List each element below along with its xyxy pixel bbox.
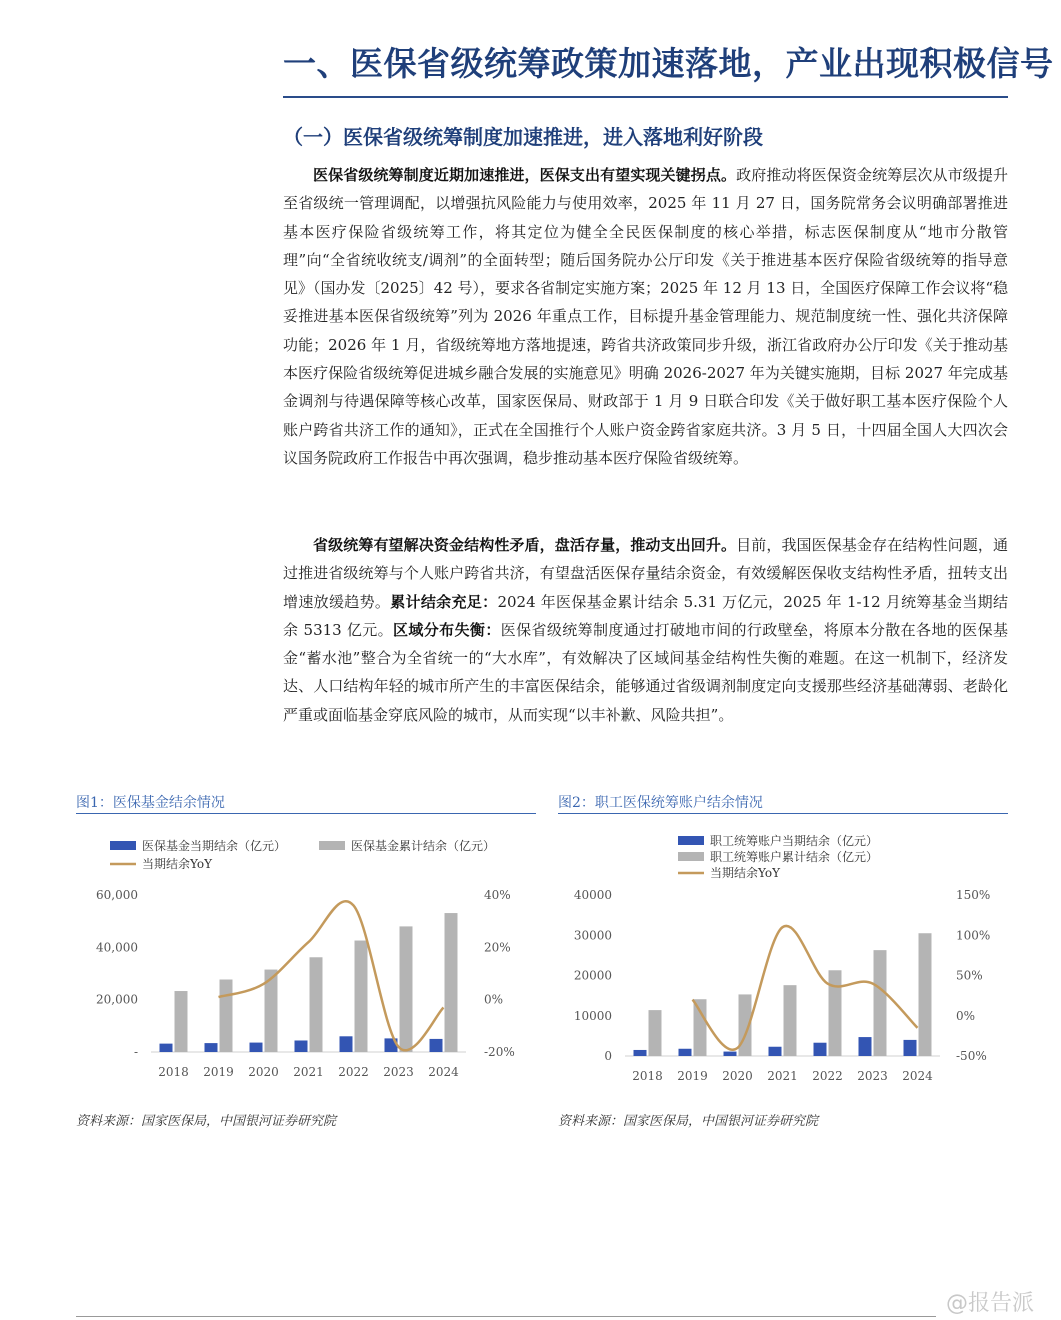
category-label: 2021 <box>293 1065 324 1079</box>
bar-current-2020 <box>250 1043 263 1052</box>
paragraph-1-lead: 医保省级统筹制度近期加速推进，医保支出有望实现关键拐点。 <box>313 166 737 184</box>
left-axis-tick-label: 30000 <box>573 928 612 943</box>
category-label: 2021 <box>767 1069 798 1083</box>
figure-1-chart <box>76 820 536 1110</box>
bar-cumulative-2021 <box>310 957 323 1052</box>
bar-cumulative-2022 <box>829 970 842 1056</box>
figure-1-rule <box>76 813 536 814</box>
legend-label-1: 职工统筹账户当期结余（亿元） <box>710 834 879 848</box>
category-label: 2018 <box>632 1069 663 1083</box>
category-label: 2023 <box>383 1065 414 1079</box>
legend-swatch-2 <box>678 852 704 861</box>
legend-label-3: 当期结余YoY <box>142 857 213 871</box>
category-label: 2022 <box>338 1065 369 1079</box>
right-axis-tick-label: 20% <box>484 940 511 955</box>
bar-current-2019 <box>205 1043 218 1052</box>
bar-current-2024 <box>430 1039 443 1052</box>
category-label: 2020 <box>722 1069 753 1083</box>
footer-divider <box>76 1316 936 1317</box>
right-axis-tick-label: 150% <box>956 888 991 902</box>
legend-label-1: 医保基金当期结余（亿元） <box>142 839 287 853</box>
paragraph-2-lead: 省级统筹有望解决资金结构性矛盾，盘活存量，推动支出回升。 <box>313 536 737 554</box>
left-axis-tick-label: 40,000 <box>96 940 138 955</box>
right-axis-tick-label: 100% <box>956 928 991 943</box>
category-label: 2020 <box>248 1065 279 1079</box>
paragraph-2-lead-3: 区域分布失衡： <box>393 620 501 639</box>
paragraph-2-body-2: 2024 年医保基金累计结余 5.31 万亿元，2025 年 1-12 月统筹基金当期结余 5313 亿元。 <box>283 592 1008 639</box>
category-label: 2023 <box>857 1069 888 1083</box>
bar-cumulative-2019 <box>220 980 233 1052</box>
legend-label-2: 医保基金累计结余（亿元） <box>351 839 496 853</box>
paragraph-2-body-1: 目前，我国医保基金存在结构性问题，通过推进省级统筹与个人账户跨省共济，有望盘活医保存量结余资金，有效缓解医保收支结构性矛盾，扭转支出增速放缓趋势。 <box>283 536 1008 611</box>
bar-cumulative-2022 <box>355 941 368 1052</box>
paragraph-2-lead-2: 累计结余充足： <box>390 592 498 611</box>
figure-2-chart <box>558 820 1008 1110</box>
paragraph-1 <box>283 161 1008 472</box>
category-label: 2022 <box>812 1069 843 1083</box>
bar-cumulative-2023 <box>400 926 413 1052</box>
right-axis-tick-label: -20% <box>484 1045 515 1059</box>
figure-1-source: 资料来源：国家医保局，中国银河证券研究院 <box>76 1114 337 1129</box>
left-axis-tick-label: 20000 <box>573 968 612 983</box>
left-axis-tick-label: 60,000 <box>96 888 138 902</box>
bar-current-2022 <box>340 1036 353 1052</box>
left-axis-tick-label: 0 <box>604 1049 612 1063</box>
figure-1-title: 图1：医保基金结余情况 <box>76 795 225 811</box>
figure-2-source: 资料来源：国家医保局，中国银河证券研究院 <box>558 1114 819 1129</box>
bar-cumulative-2021 <box>784 985 797 1056</box>
bar-current-2023 <box>859 1037 872 1056</box>
section-heading: 一、医保省级统筹政策加速落地，产业出现积极信号 <box>283 44 1054 83</box>
bar-current-2021 <box>769 1047 782 1056</box>
subsection-heading: （一）医保省级统筹制度加速推进，进入落地利好阶段 <box>283 125 763 149</box>
left-axis-tick-label: 40000 <box>573 888 612 902</box>
category-label: 2019 <box>203 1065 234 1079</box>
category-label: 2024 <box>902 1069 933 1083</box>
bar-cumulative-2018 <box>649 1010 662 1056</box>
legend-swatch-1 <box>110 841 136 850</box>
bar-cumulative-2024 <box>445 913 458 1052</box>
bar-current-2020 <box>724 1052 737 1056</box>
left-axis-tick-label: 20,000 <box>96 992 138 1007</box>
legend-label-3: 当期结余YoY <box>710 866 781 880</box>
legend-label-2: 职工统筹账户累计结余（亿元） <box>710 850 879 864</box>
category-label: 2018 <box>158 1065 189 1079</box>
paragraph-2 <box>283 531 1008 729</box>
paragraph-2-body-3: 医保省级统筹制度通过打破地市间的行政壁垒，将原本分散在各地的医保基金“蓄水池”整合为全省统一的“大水库”，有效解决了区域间基金结构性失衡的难题。在这一机制下，经济发达、人口结构年轻的城市所产生的丰富医保结余，能够通过省级调剂制度定向支援那些经济基础薄弱、老龄化严重或面临基金穿底风险的城市，从而实现“以丰补歉、风险共担”。 <box>283 620 1008 724</box>
bar-current-2024 <box>904 1040 917 1056</box>
left-axis-tick-label: - <box>133 1045 138 1059</box>
legend-swatch-2 <box>319 841 345 850</box>
left-axis-tick-label: 10000 <box>573 1008 612 1023</box>
bar-current-2021 <box>295 1040 308 1052</box>
right-axis-tick-label: 0% <box>956 1008 976 1023</box>
bar-current-2019 <box>679 1049 692 1056</box>
right-axis-tick-label: -50% <box>956 1049 987 1063</box>
category-label: 2019 <box>677 1069 708 1083</box>
bar-current-2018 <box>634 1050 647 1056</box>
watermark: @报告派 <box>946 1291 1035 1316</box>
figure-2-rule <box>558 813 1008 814</box>
paragraph-1-body: 政府推动将医保资金统筹层次从市级提升至省级统一管理调配，以增强抗风险能力与使用效率，2025 年 11 月 27 日，国务院常务会议明确部署推进基本医疗保险省级统筹工作，将其定位为健全全民医保制度的核心举措，标志医保制度从“地市分散管理”向“全省统收统支/调剂”的全面转型；随后国务院办公厅印发《关于推进基本医疗保险省级统筹的指导意见》（国办发〔2025〕42 号），要求各省制定实施方案；2025 年 12 月 13 日，全国医疗保障工作会议将“稳妥推进基本医保省级统筹”列为 2026 年重点工作，目标提升基金管理能力、规范制度统一性、强化共济保障功能；2026 年 1 月，省级统筹地方落地提速，跨省共济政策同步升级，浙江省政府办公厅印发《关于推动基本医疗保险省级统筹促进城乡融合发展的实施意见》明确 2026-2027 年为关键实施期，目标 2027 年完成基金调剂与待遇保障等核心改革，国家医保局、财政部于 1 月 9 日联合印发《关于做好职工基本医疗保险个人账户跨省共济工作的通知》，正式在全国推行个人账户资金跨省家庭共济。3 月 5 日，十四届全国人大四次会议国务院政府工作报告中再次强调，稳步推动基本医疗保险省级统筹。 <box>283 166 1008 467</box>
bar-current-2018 <box>160 1044 173 1052</box>
legend-swatch-1 <box>678 836 704 845</box>
right-axis-tick-label: 40% <box>484 888 511 902</box>
figure-2-title: 图2：职工医保统筹账户结余情况 <box>558 795 763 811</box>
bar-cumulative-2023 <box>874 950 887 1056</box>
right-axis-tick-label: 50% <box>956 968 983 983</box>
category-label: 2024 <box>428 1065 459 1079</box>
bar-cumulative-2018 <box>175 991 188 1052</box>
heading-divider <box>283 96 1008 98</box>
bar-cumulative-2024 <box>919 933 932 1056</box>
bar-current-2022 <box>814 1043 827 1056</box>
bar-cumulative-2019 <box>694 999 707 1056</box>
right-axis-tick-label: 0% <box>484 992 504 1007</box>
